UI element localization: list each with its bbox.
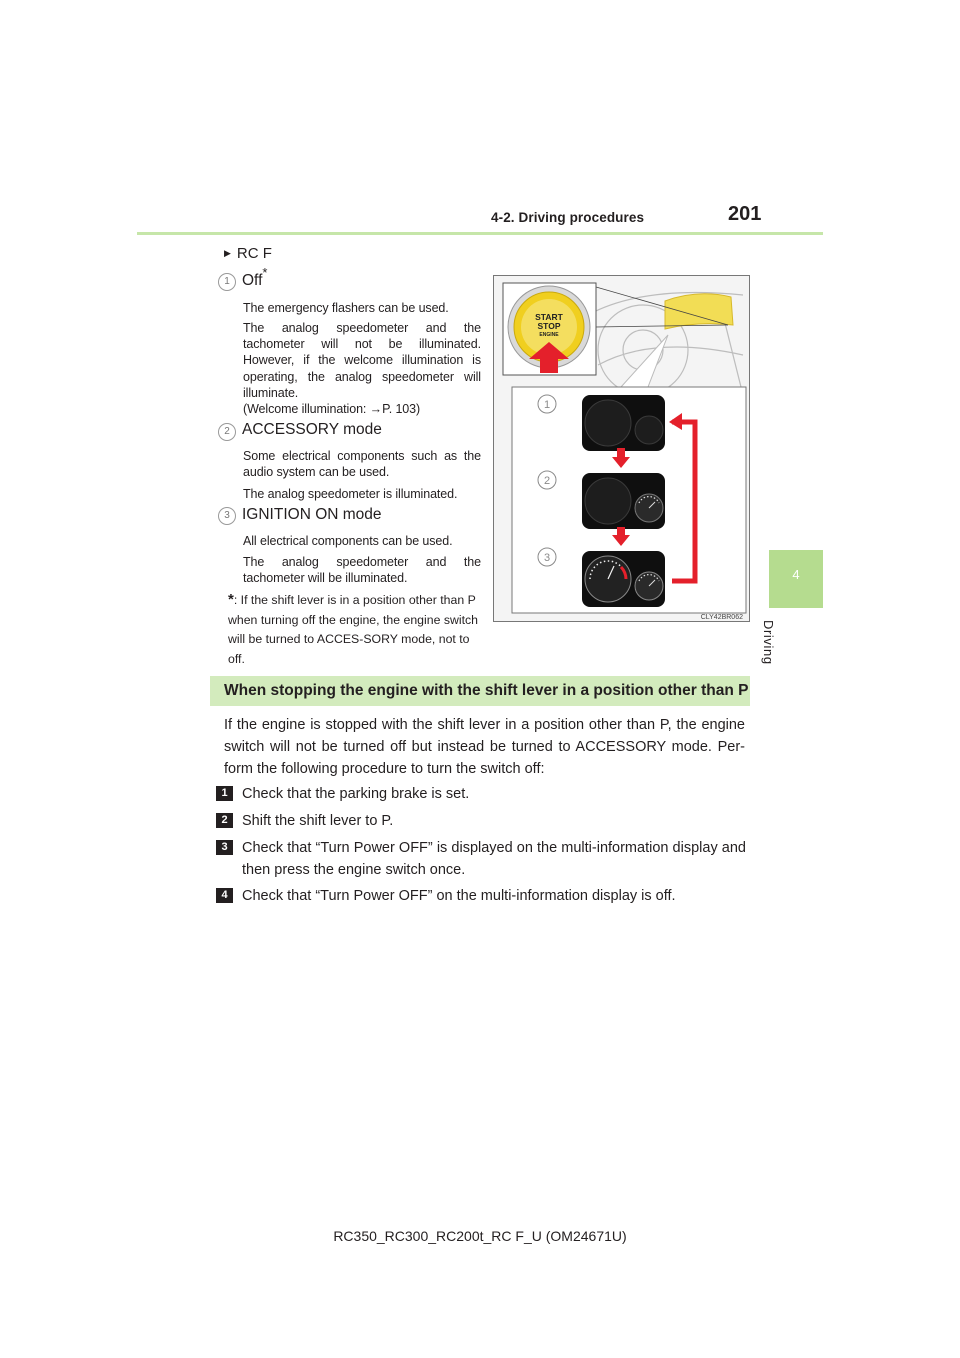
item-desc: Some electrical components such as the audio system can be used. xyxy=(243,449,481,480)
step-text: Check that the parking brake is set. xyxy=(242,786,470,802)
step-number: 1 xyxy=(216,786,233,801)
step-text: Check that “Turn Power OFF” on the multi-information display is off. xyxy=(242,888,676,904)
item-title: IGNITION ON mode xyxy=(242,506,382,523)
footnote-mark: * xyxy=(228,591,234,608)
button-label: STOP xyxy=(537,321,561,331)
item-desc: (Welcome illumination: →P. 103) xyxy=(243,402,421,416)
step-number: 4 xyxy=(216,888,233,903)
step-number: 2 xyxy=(216,813,233,828)
footer-model-code: RC350_RC300_RC200t_RC F_U (OM24671U) xyxy=(333,1228,627,1244)
header-rule xyxy=(137,232,823,235)
callout-number: 2 xyxy=(543,475,551,487)
step-text: Check that “Turn Power OFF” is displayed on the multi-information display and then press the engine switch once. xyxy=(242,840,746,878)
gauge-accessory xyxy=(582,473,665,529)
item-title: ACCESSORY mode xyxy=(242,421,382,438)
item-desc: The emergency flashers can be used. xyxy=(243,301,449,315)
section-header: 4-2. Driving procedures xyxy=(491,210,645,225)
item-number-badge: 2 xyxy=(218,423,236,441)
section-intro: If the engine is stopped with the shift lever in a position other than P, the engine switch will not be turned off but instead be turned to ACCESSORY mode. Per-form the following procedure to turn the switch off: xyxy=(224,717,745,777)
step-number: 3 xyxy=(216,840,233,855)
callout-number: 3 xyxy=(543,552,551,564)
item-number-badge: 3 xyxy=(218,507,236,525)
item-desc: The analog speedometer is illuminated. xyxy=(243,487,458,501)
footnote-text: : If the shift lever is in a position other than P when turning off the engine, the engine switch will be turned to ACCES-SORY mode, not to off. xyxy=(228,593,478,666)
footnote-mark: * xyxy=(262,265,268,280)
engine-switch-illustration xyxy=(493,275,750,622)
button-label: ENGINE xyxy=(539,332,559,338)
chapter-tab-label: Driving xyxy=(761,620,776,665)
item-number-badge: 1 xyxy=(218,273,236,291)
item-title-text: Off xyxy=(242,272,263,289)
model-heading xyxy=(224,245,272,262)
figure-code: CLY42BR062 xyxy=(700,614,743,621)
page-number: 201 xyxy=(728,203,762,225)
footnote xyxy=(228,590,480,669)
chapter-tab-number: 4 xyxy=(792,567,800,582)
item-desc: The analog speedometer and the tachometer will be illuminated. xyxy=(243,555,481,586)
section-title: When stopping the engine with the shift lever in a position other than P xyxy=(224,682,749,699)
model-heading-text: RC F xyxy=(236,245,272,262)
gauge-off xyxy=(582,395,665,451)
step-text: Shift the shift lever to P. xyxy=(242,813,394,829)
chapter-tab-label-wrap xyxy=(761,612,822,672)
item-desc: The analog speedometer and the tachometer will not be illuminated. However, if the welcome illumination is operating, the analog speedometer will illuminate. xyxy=(243,321,481,400)
item-title xyxy=(242,265,268,290)
gauge-ignition-on xyxy=(582,551,665,607)
item-desc: All electrical components can be used. xyxy=(243,534,453,548)
triangle-bullet-icon: ▶ xyxy=(224,248,231,258)
callout-number: 1 xyxy=(543,399,551,411)
button-label: START xyxy=(535,312,563,322)
